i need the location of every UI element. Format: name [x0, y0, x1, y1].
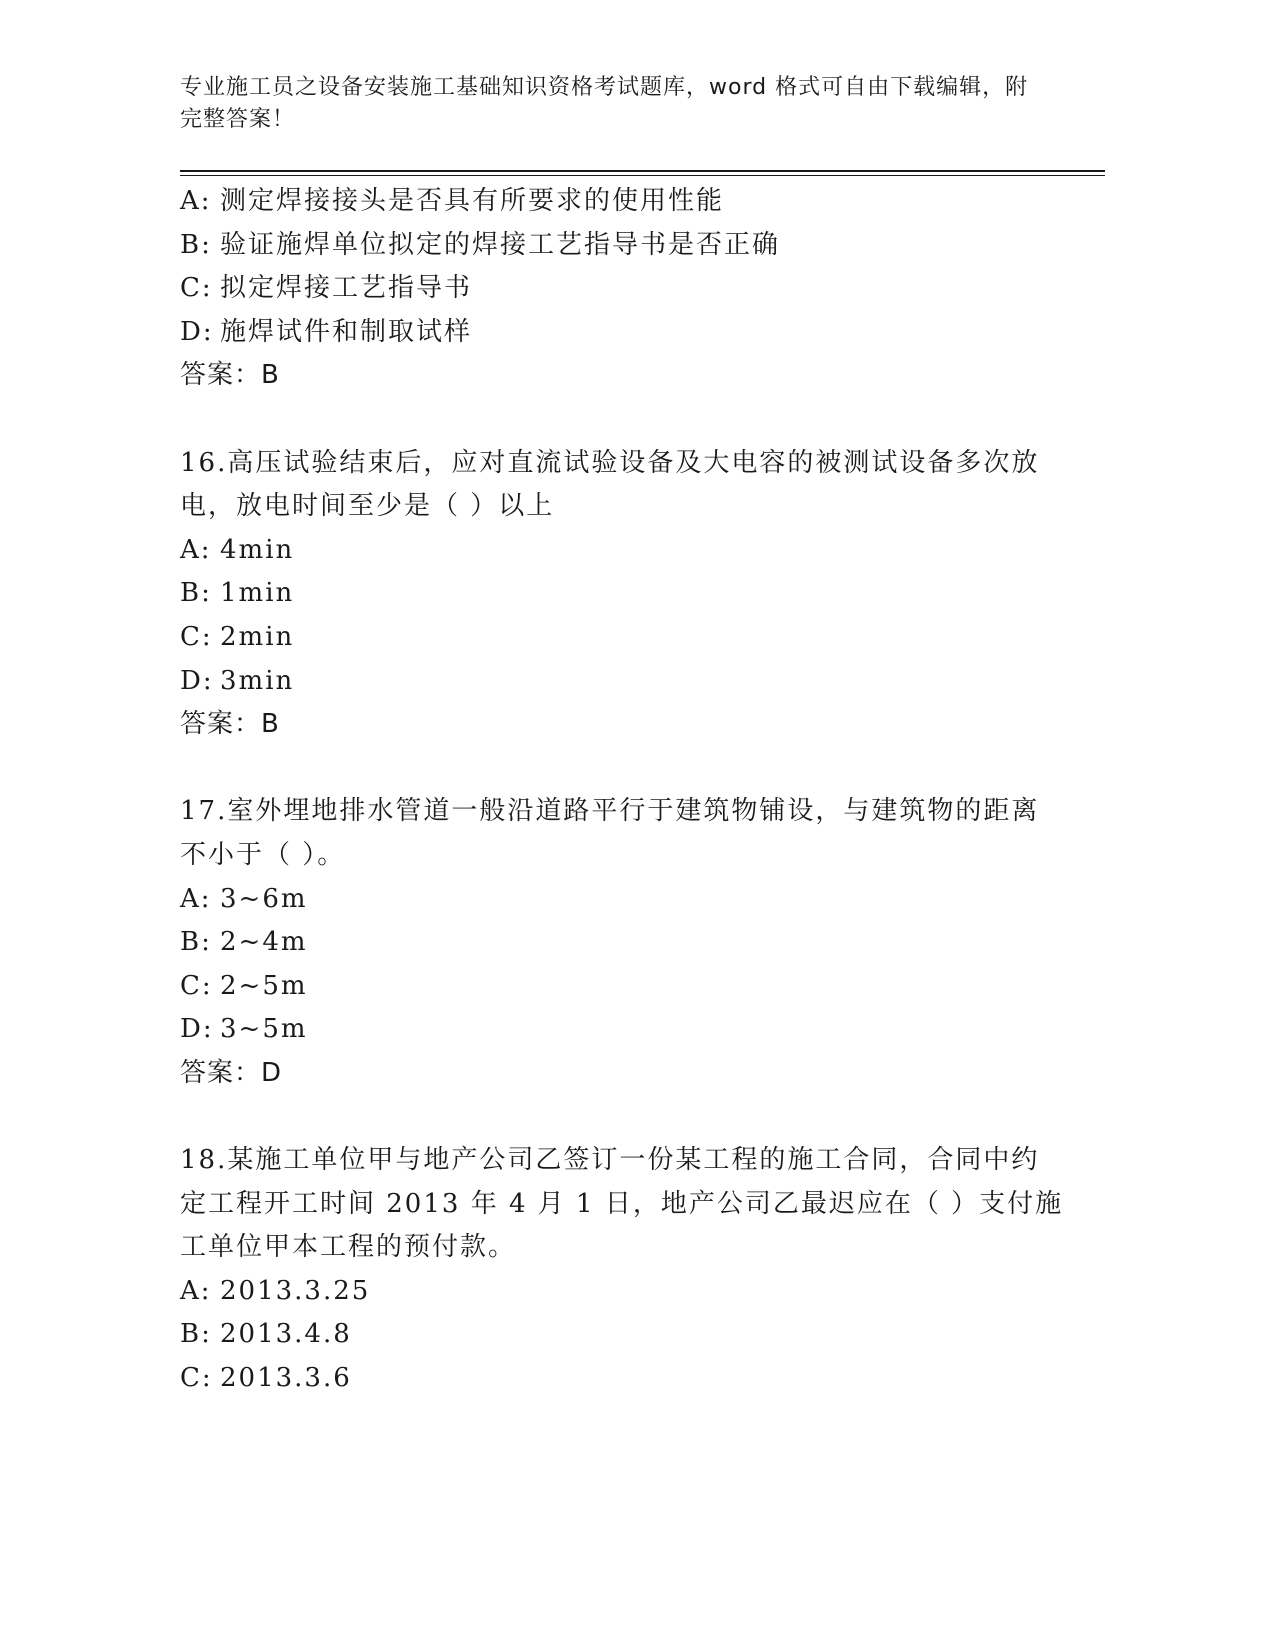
option-b [180, 921, 1040, 965]
option-text: 4min [220, 534, 295, 565]
header-divider-thick [180, 170, 1105, 172]
question-stem-line: 定工程开工时间 2013 年 4 月 1 日，地产公司乙最迟应在（ ）支付施 [180, 1188, 1064, 1219]
option-text: 2013.3.25 [220, 1275, 371, 1306]
option-letter: B: [180, 229, 212, 260]
option-c [180, 965, 1040, 1009]
option-d [180, 1008, 1040, 1052]
option-b [180, 224, 1040, 268]
option-a [180, 529, 1040, 573]
option-letter: A: [180, 1275, 212, 1306]
option-text: 2~4m [220, 927, 308, 958]
option-c [180, 1357, 1040, 1401]
question-stem-line: 工单位甲本工程的预付款。 [180, 1232, 517, 1263]
option-c [180, 616, 1040, 660]
question-stem [180, 790, 1040, 877]
option-a [180, 878, 1040, 922]
option-text: 3~5m [220, 1014, 308, 1045]
option-text: 1min [220, 578, 295, 609]
option-text: 验证施焊单位拟定的焊接工艺指导书是否正确 [220, 229, 781, 260]
header-divider-thin [180, 175, 1105, 176]
option-b [180, 1313, 1040, 1357]
document-header: 专业施工员之设备安装施工基础知识资格考试题库，word 格式可自由下载编辑，附完整答案！ [180, 75, 1029, 132]
question-18 [180, 1139, 1064, 1401]
option-d [180, 660, 1040, 704]
option-text: 3min [220, 665, 295, 696]
question-list [180, 180, 1064, 1401]
question-15 [180, 180, 1040, 398]
option-text: 3~6m [220, 883, 308, 914]
option-b [180, 572, 1040, 616]
question-17 [180, 790, 1040, 1095]
option-text: 2~5m [220, 970, 308, 1001]
option-letter: C: [180, 1363, 213, 1394]
question-stem-line: 16.高压试验结束后，应对直流试验设备及大电容的被测试设备多次放 [180, 447, 1040, 478]
option-letter: C: [180, 273, 213, 304]
question-stem-line: 不小于（ ）。 [180, 839, 346, 870]
option-text: 2013.3.6 [220, 1363, 352, 1394]
option-d [180, 311, 1040, 355]
answer-line: 答案：B [180, 709, 280, 740]
option-text: 拟定焊接工艺指导书 [220, 273, 473, 304]
option-text: 施焊试件和制取试样 [220, 316, 473, 347]
question-16 [180, 442, 1040, 747]
option-a [180, 180, 1040, 224]
option-text: 测定焊接接头是否具有所要求的使用性能 [220, 186, 725, 216]
option-text: 2013.4.8 [220, 1319, 352, 1350]
option-letter: A: [180, 186, 212, 216]
option-letter: B: [180, 927, 212, 958]
question-stem-line: 17.室外埋地排水管道一般沿道路平行于建筑物铺设，与建筑物的距离 [180, 796, 1040, 827]
option-letter: B: [180, 578, 212, 609]
question-stem-line: 电，放电时间至少是（ ）以上 [180, 491, 555, 522]
option-letter: C: [180, 970, 213, 1001]
option-a [180, 1270, 1040, 1314]
option-letter: D: [180, 1014, 214, 1045]
question-stem [180, 1139, 1064, 1270]
option-c [180, 267, 1040, 311]
answer-line: 答案：D [180, 1057, 283, 1088]
option-letter: D: [180, 316, 214, 347]
option-letter: B: [180, 1319, 212, 1350]
option-letter: A: [180, 534, 212, 565]
question-stem [180, 442, 1040, 529]
answer-line: 答案：B [180, 360, 280, 391]
option-letter: C: [180, 621, 213, 652]
option-text: 2min [220, 621, 295, 652]
question-stem-line: 18.某施工单位甲与地产公司乙签订一份某工程的施工合同，合同中约 [180, 1145, 1040, 1176]
option-letter: D: [180, 665, 214, 696]
option-letter: A: [180, 883, 212, 914]
